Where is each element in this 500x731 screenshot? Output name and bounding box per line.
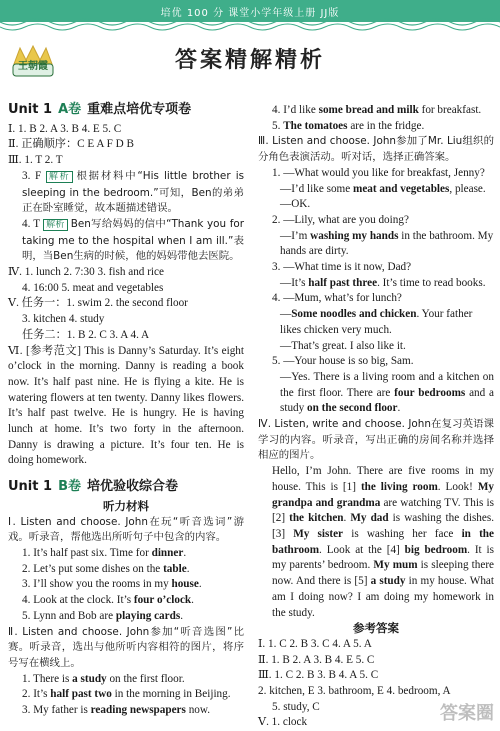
listening-item: 2. It’s half past two in the morning in Beijing.	[22, 688, 231, 701]
listening-item: 3. I’ll show you the rooms in my house.	[22, 578, 202, 591]
answer-line: Ⅱ. 1. B 2. A 3. B 4. E 5. C	[258, 653, 375, 666]
banner-text: 培优 100 分 课堂小学年级上册 JJ版	[160, 8, 340, 19]
section-instruction: Ⅲ. Listen and choose. John参加了Mr. Liu组织的分角色表演活动。听对话，选择正确答案。	[258, 135, 494, 164]
answer-line: 2. kitchen, E 3. bathroom, E 4. bedroom, A	[258, 685, 451, 698]
analysis-item: 3. F 解析 根据材料中“His little brother is sleeping in the bedroom.”可知，Ben的弟弟正在卧室睡觉，故本题描述错误。	[22, 169, 245, 215]
dialogue-line: —It’s half past three. It’s time to read books.	[280, 276, 486, 289]
dialogue-line: —OK.	[280, 198, 311, 211]
dialogue-line: 5. —Your house is so big, Sam.	[272, 355, 414, 368]
section-instruction: Ⅳ. Listen, write and choose. John在复习英语课学习的内容。听录音，写出正确的房间名称并选择相应的图片。	[258, 418, 494, 462]
answer-line: Ⅱ. 正确顺序：C E A F D B	[8, 138, 135, 151]
dialogue-line: —Yes. There is a living room and a kitchen on the first floor. There are four bedrooms and a study on the second floor.	[280, 370, 494, 415]
passage: Hello, I’m John. There are five rooms in my house. This is [1] the living room. Look! My grandpa and grandma are watching TV. This is [2] the kitchen. My dad is washing the dishes. [3] My sister is washing her face in the bathroom. Look at the [4] big bedroom. It is my parents’ bedroom. My mum is sleeping there now. And there is [5] a study in my house. What am I doing now? I am doing my homework in the study.	[272, 465, 495, 619]
answer-line: 3. kitchen 4. study	[22, 313, 105, 326]
answer-line: Ⅰ. 1. C 2. B 3. C 4. A 5. A	[258, 637, 372, 650]
dialogue-line: 3. —What time is it now, Dad?	[272, 261, 412, 274]
page-title: 答案精解精析	[174, 48, 325, 73]
dialogue-line: 1. —What would you like for breakfast, Jenny?	[272, 166, 485, 179]
listening-item: 2. Let’s put some dishes on the table.	[22, 562, 190, 575]
answer-key-heading: 参考答案	[353, 621, 399, 636]
dialogue-line: 2. —Lily, what are you doing?	[272, 213, 409, 226]
listening-item: 5. Lynn and Bob are playing cards.	[22, 609, 183, 622]
dialogue-line: —That’s great. I also like it.	[280, 339, 406, 352]
listening-item: 1. There is a study on the first floor.	[22, 672, 185, 685]
section-instruction: Ⅱ. Listen and choose. John参加“听音选图”比赛。听录音，选出与他所听内容相符的图片，将序号写在横线上。	[8, 625, 244, 669]
listening-item: 3. My father is reading newspapers now.	[22, 704, 211, 717]
answer-line: Ⅲ. 1. T 2. T	[8, 154, 63, 167]
section-instruction: Ⅰ. Listen and choose. John在玩“听音选词”游戏。听录音，帮他选出所听句子中包含的内容。	[8, 515, 244, 544]
answer-line: 任务二：1. B 2. C 3. A 4. A	[22, 328, 150, 341]
watermark: 答案圈	[440, 703, 494, 724]
listening-item: 4. Look at the clock. It’s four o’clock.	[22, 594, 194, 607]
analysis-tag: 解析	[43, 219, 68, 231]
dialogue-line: —I’d like some meat and vegetables, please.	[280, 182, 486, 195]
answer-line: 5. study, C	[272, 700, 320, 713]
answer-line: 4. 16:00 5. meat and vegetables	[22, 281, 164, 294]
answer-line: Ⅰ. 1. B 2. A 3. B 4. E 5. C	[8, 122, 122, 135]
logo-text: 王朝霞	[18, 61, 48, 72]
answer-line: Ⅴ. 1. clock	[258, 716, 308, 729]
answer-line: Ⅲ. 1. C 2. B 3. B 4. A 5. C	[258, 669, 379, 682]
listening-item: 4. I’d like some bread and milk for breakfast.	[272, 104, 482, 116]
dialogue-line: —I’m washing my hands in the bathroom. My hands are dirty.	[280, 229, 494, 258]
right-column	[258, 103, 494, 731]
wave-decoration	[0, 18, 500, 36]
listening-item: 1. It’s half past six. Time for dinner.	[22, 546, 187, 559]
unit-b-heading: Unit 1 B卷 培优验收综合卷	[8, 479, 178, 495]
dialogue-line: —Some noodles and chicken. Your father likes chicken very much.	[280, 308, 473, 336]
answer-line: Ⅳ. 1. lunch 2. 7:30 3. fish and rice	[8, 266, 164, 279]
listening-item: 5. The tomatoes are in the fridge.	[272, 119, 425, 132]
listening-heading: 听力材料	[103, 498, 149, 513]
unit-a-heading: Unit 1 A卷 重难点培优专项卷	[8, 102, 192, 117]
answer-line: Ⅴ. 任务一：1. swim 2. the second floor	[8, 297, 188, 310]
analysis-tag: 解析	[46, 171, 74, 183]
sample-essay: Ⅵ. [参考范文] This is Danny’s Saturday. It’s eight o’clock in the morning. Danny is reading a book now. It’s half past nine. He is flying a kite. He is watering flowers at ten twenty. Danny likes flowers. It’s half past twelve. He is hungry. He is having lunch at home. It’s two forty in the afternoon. Danny is drawing a picture. It’s four ten. He is doing homework.	[8, 344, 244, 467]
left-column	[8, 96, 244, 719]
analysis-item: 4. T 解析 Ben写给妈妈的信中“Thank you for taking me to the hospital when I am ill.”表明，当Ben生病的时候，他的妈妈带他去医院。	[22, 217, 244, 263]
dialogue-line: 4. —Mum, what’s for lunch?	[272, 292, 402, 305]
